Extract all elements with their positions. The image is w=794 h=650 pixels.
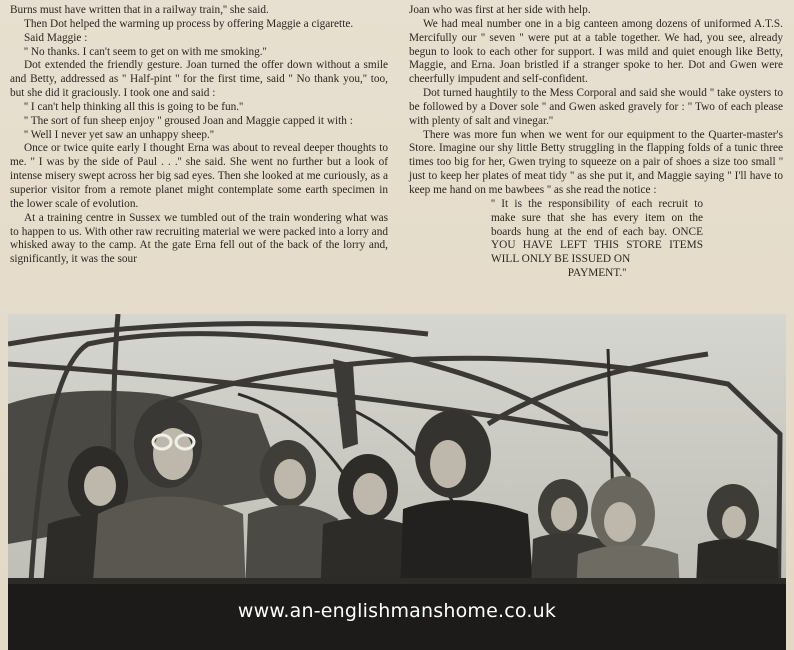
paragraph: Said Maggie : [24,31,88,44]
paragraph: Burns must have written that in a railway train,'' she said. [10,4,269,16]
notice-text-last: PAYMENT.'' [567,267,627,280]
paragraph: Dot turned haughtily to the Mess Corporal and said she would '' take oysters to be followed by a Dover sole '' and Gwen asked gravely for : '' Two of each please with plenty of salt and vinegar.'' [409,87,783,127]
paragraph: '' No thanks. I can't seem to get on with me smoking.'' [24,45,267,58]
paragraph: We had meal number one in a big canteen among dozens of uniformed A.T.S. Mercifully our '' seven '' were put at a table together. We had, you see, already begun to look to each other for support. I was mild and quiet enough like Betty, Maggie, and Erna. Joan bristled if a stranger spoke to her. Dot and Gwen were cheerfully impudent and self-confident. [409,17,783,86]
left-text-column [10,4,388,267]
paragraph: There was more fun when we went for our equipment to the Quarter-master's Store. Imagine our shy little Betty struggling in the flapping folds of a tunic three times too big for her, Gwen trying to squeeze on a pair of shoes a size too small '' just to keep her plates of meat tidy '' as she put it, and Maggie saying '' I'll have to keep me hand on me bawbees '' as she read the notice : [409,128,783,196]
notice-text: '' It is the responsibility of each recruit to make sure that she has every item on the boards hung at the end of each bay. ONCE YOU HAVE LEFT THIS STORE ITEMS WILL ONLY BE ISSUED ON [491,197,703,266]
store-notice [491,198,703,281]
paragraph: '' I can't help thinking all this is going to be fun.'' [24,100,244,113]
paragraph: '' The sort of fun sheep enjoy '' groused Joan and Maggie capped it with : [24,114,353,127]
paragraph: Joan who was first at her side with help. [409,4,591,16]
website-watermark: www.an-englishmanshome.co.uk [237,600,557,622]
paragraph: At a training centre in Sussex we tumbled out of the train wondering what was to happen to us. With other raw recruiting material we were packed into a lorry and whisked away to the camp. At the gate Erna fell out of the back of the lorry and, significantly, it was the sour [10,211,388,266]
paragraph: Once or twice quite early I thought Erna was about to reveal deeper thoughts to me. '' I was by the side of Paul . . .'' she said. She went no further but a look of intense misery swept across her big sad eyes. Then she looked at me curiously, as a superior visitor from a remote planet might contemplate some earth specimen in the lower scale of evolution. [10,142,388,210]
paragraph: Dot extended the friendly gesture. Joan turned the offer down without a smile and Betty, addressed as '' Half-pint '' for the first time, said '' No thank you,'' too, but she did it graciously. I took one and said : [10,59,388,100]
right-text-column [409,4,783,281]
paragraph: Then Dot helped the warming up process by offering Maggie a cigarette. [24,17,354,30]
paragraph: '' Well I never yet saw an unhappy sheep.'' [24,128,214,141]
